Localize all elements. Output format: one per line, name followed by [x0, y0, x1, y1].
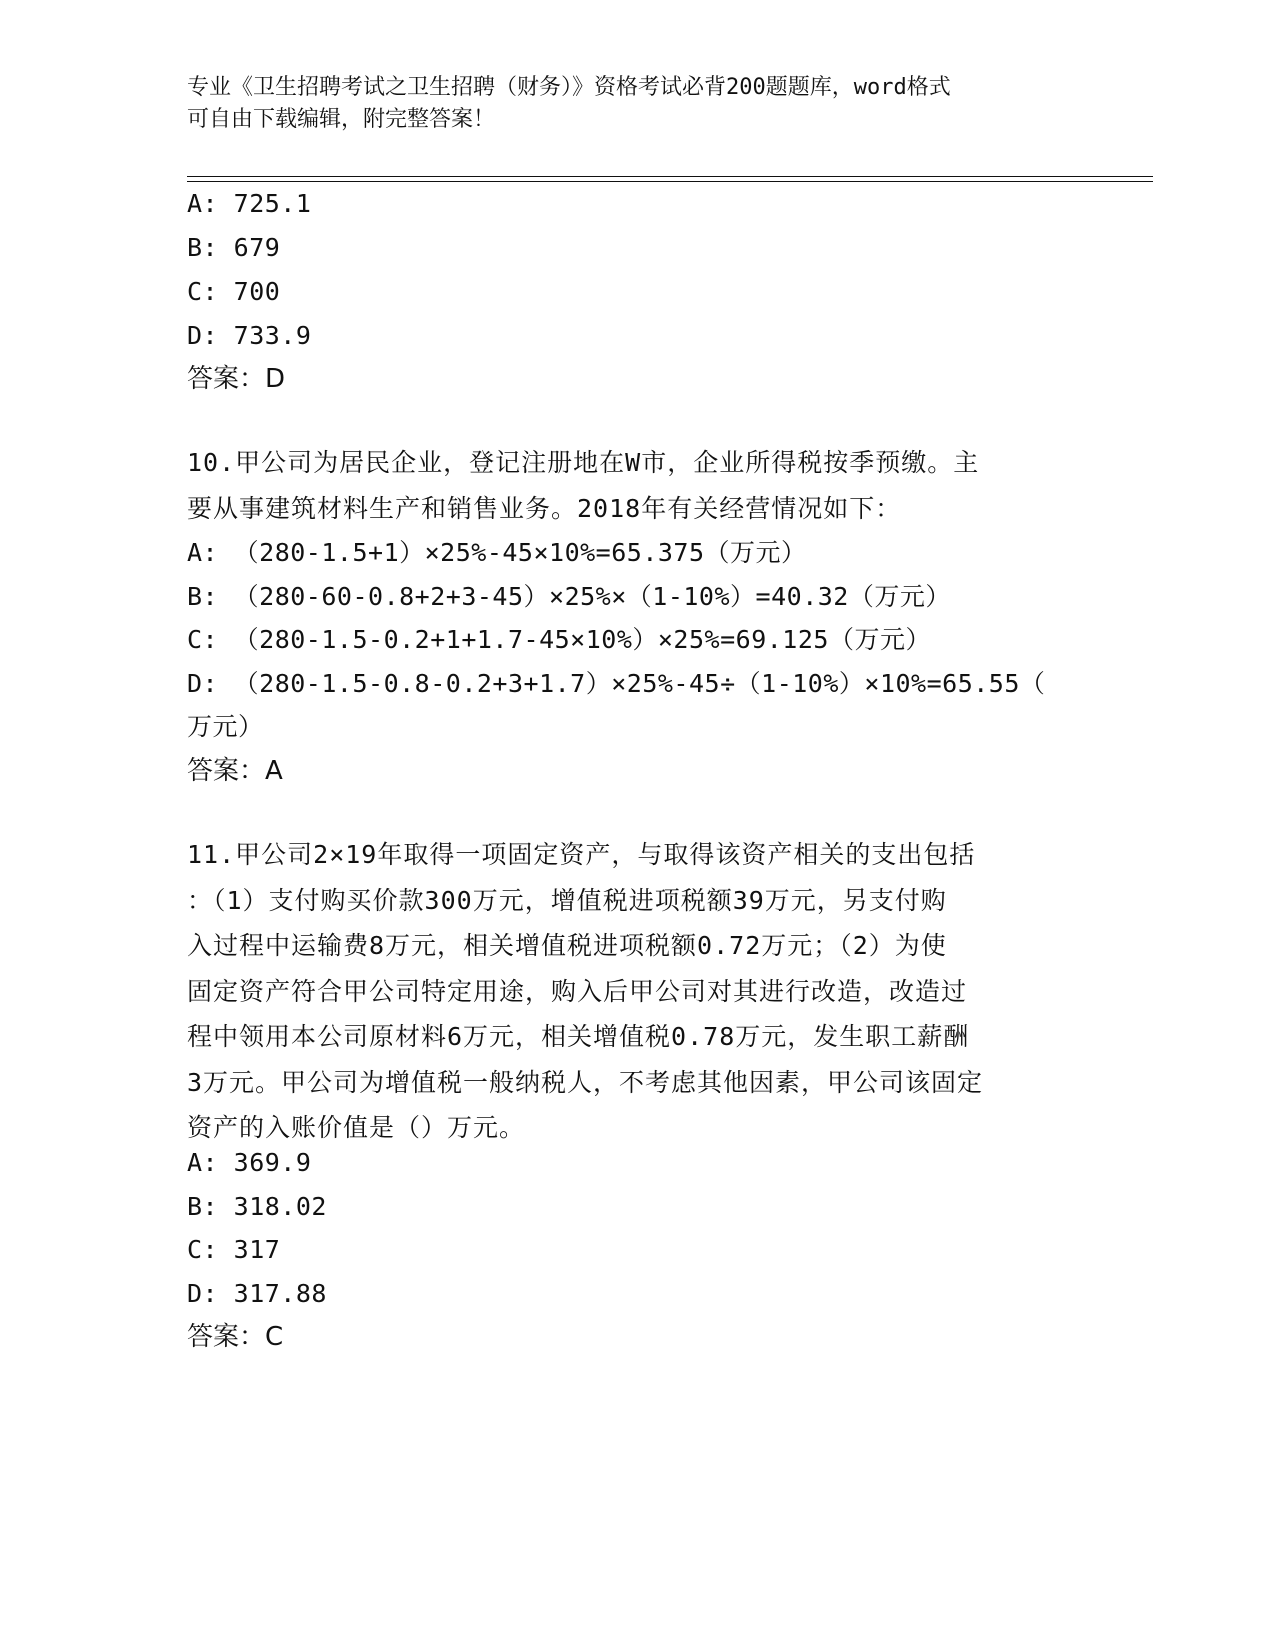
- q11-stem-line: ：（1）支付购买价款300万元，增值税进项税额39万元，另支付购: [187, 885, 947, 915]
- q10-option-d-continued: 万元）: [187, 712, 264, 741]
- q10-option-b: B: （280-60-0.8+2+3-45）×25%×（1-10%）=40.32（万元）: [187, 582, 951, 611]
- q11-stem-line: 入过程中运输费8万元，相关增值税进项税额0.72万元；（2）为使: [187, 931, 947, 960]
- header-title-line-1: 专业《卫生招聘考试之卫生招聘（财务）》资格考试必背200题题库，word格式: [187, 75, 951, 100]
- header-divider-bottom: [187, 181, 1153, 182]
- q11-stem-line: 3万元。甲公司为增值税一般纳税人，不考虑其他因素，甲公司该固定: [187, 1067, 984, 1097]
- q10-stem-line: 要从事建筑材料生产和销售业务。2018年有关经营情况如下：: [187, 493, 902, 523]
- q10-stem-line: 10.甲公司为居民企业，登记注册地在W市，企业所得税按季预缴。主: [187, 448, 980, 477]
- document-header: [187, 72, 1067, 136]
- q11-option-b: B: 318.02: [187, 1192, 327, 1221]
- q10-option-d: D: （280-1.5-0.8-0.2+3+1.7）×25%-45÷（1-10%）×10%=65.55（: [187, 669, 1046, 698]
- q11-stem-line: 11.甲公司2×19年取得一项固定资产，与取得该资产相关的支出包括: [187, 840, 976, 869]
- q9-option-b: B: 679: [187, 233, 281, 262]
- q9-option-a: A: 725.1: [187, 189, 312, 218]
- q9-option-c: C: 700: [187, 277, 281, 306]
- q11-stem: [187, 832, 1087, 1151]
- header-title-line-2: 可自由下载编辑，附完整答案！: [187, 107, 496, 132]
- q11-answer: 答案：C: [187, 1322, 284, 1352]
- q10-answer: 答案：A: [187, 756, 283, 786]
- q11-option-a: A: 369.9: [187, 1148, 312, 1177]
- q11-stem-line: 程中领用本公司原材料6万元，相关增值税0.78万元，发生职工薪酬: [187, 1022, 970, 1051]
- q10-option-a: A: （280-1.5+1）×25%-45×10%=65.375（万元）: [187, 538, 807, 567]
- q11-option-d: D: 317.88: [187, 1279, 327, 1308]
- header-divider-top: [187, 176, 1153, 177]
- q9-option-d: D: 733.9: [187, 321, 312, 350]
- q11-option-c: C: 317: [187, 1235, 281, 1264]
- q9-answer: 答案：D: [187, 364, 286, 394]
- q11-stem-line: 资产的入账价值是（）万元。: [187, 1113, 526, 1142]
- q11-stem-line: 固定资产符合甲公司特定用途，购入后甲公司对其进行改造，改造过: [187, 976, 968, 1006]
- q10-option-c: C: （280-1.5-0.2+1+1.7-45×10%）×25%=69.125（万元）: [187, 625, 931, 654]
- q10-stem: [187, 440, 1087, 531]
